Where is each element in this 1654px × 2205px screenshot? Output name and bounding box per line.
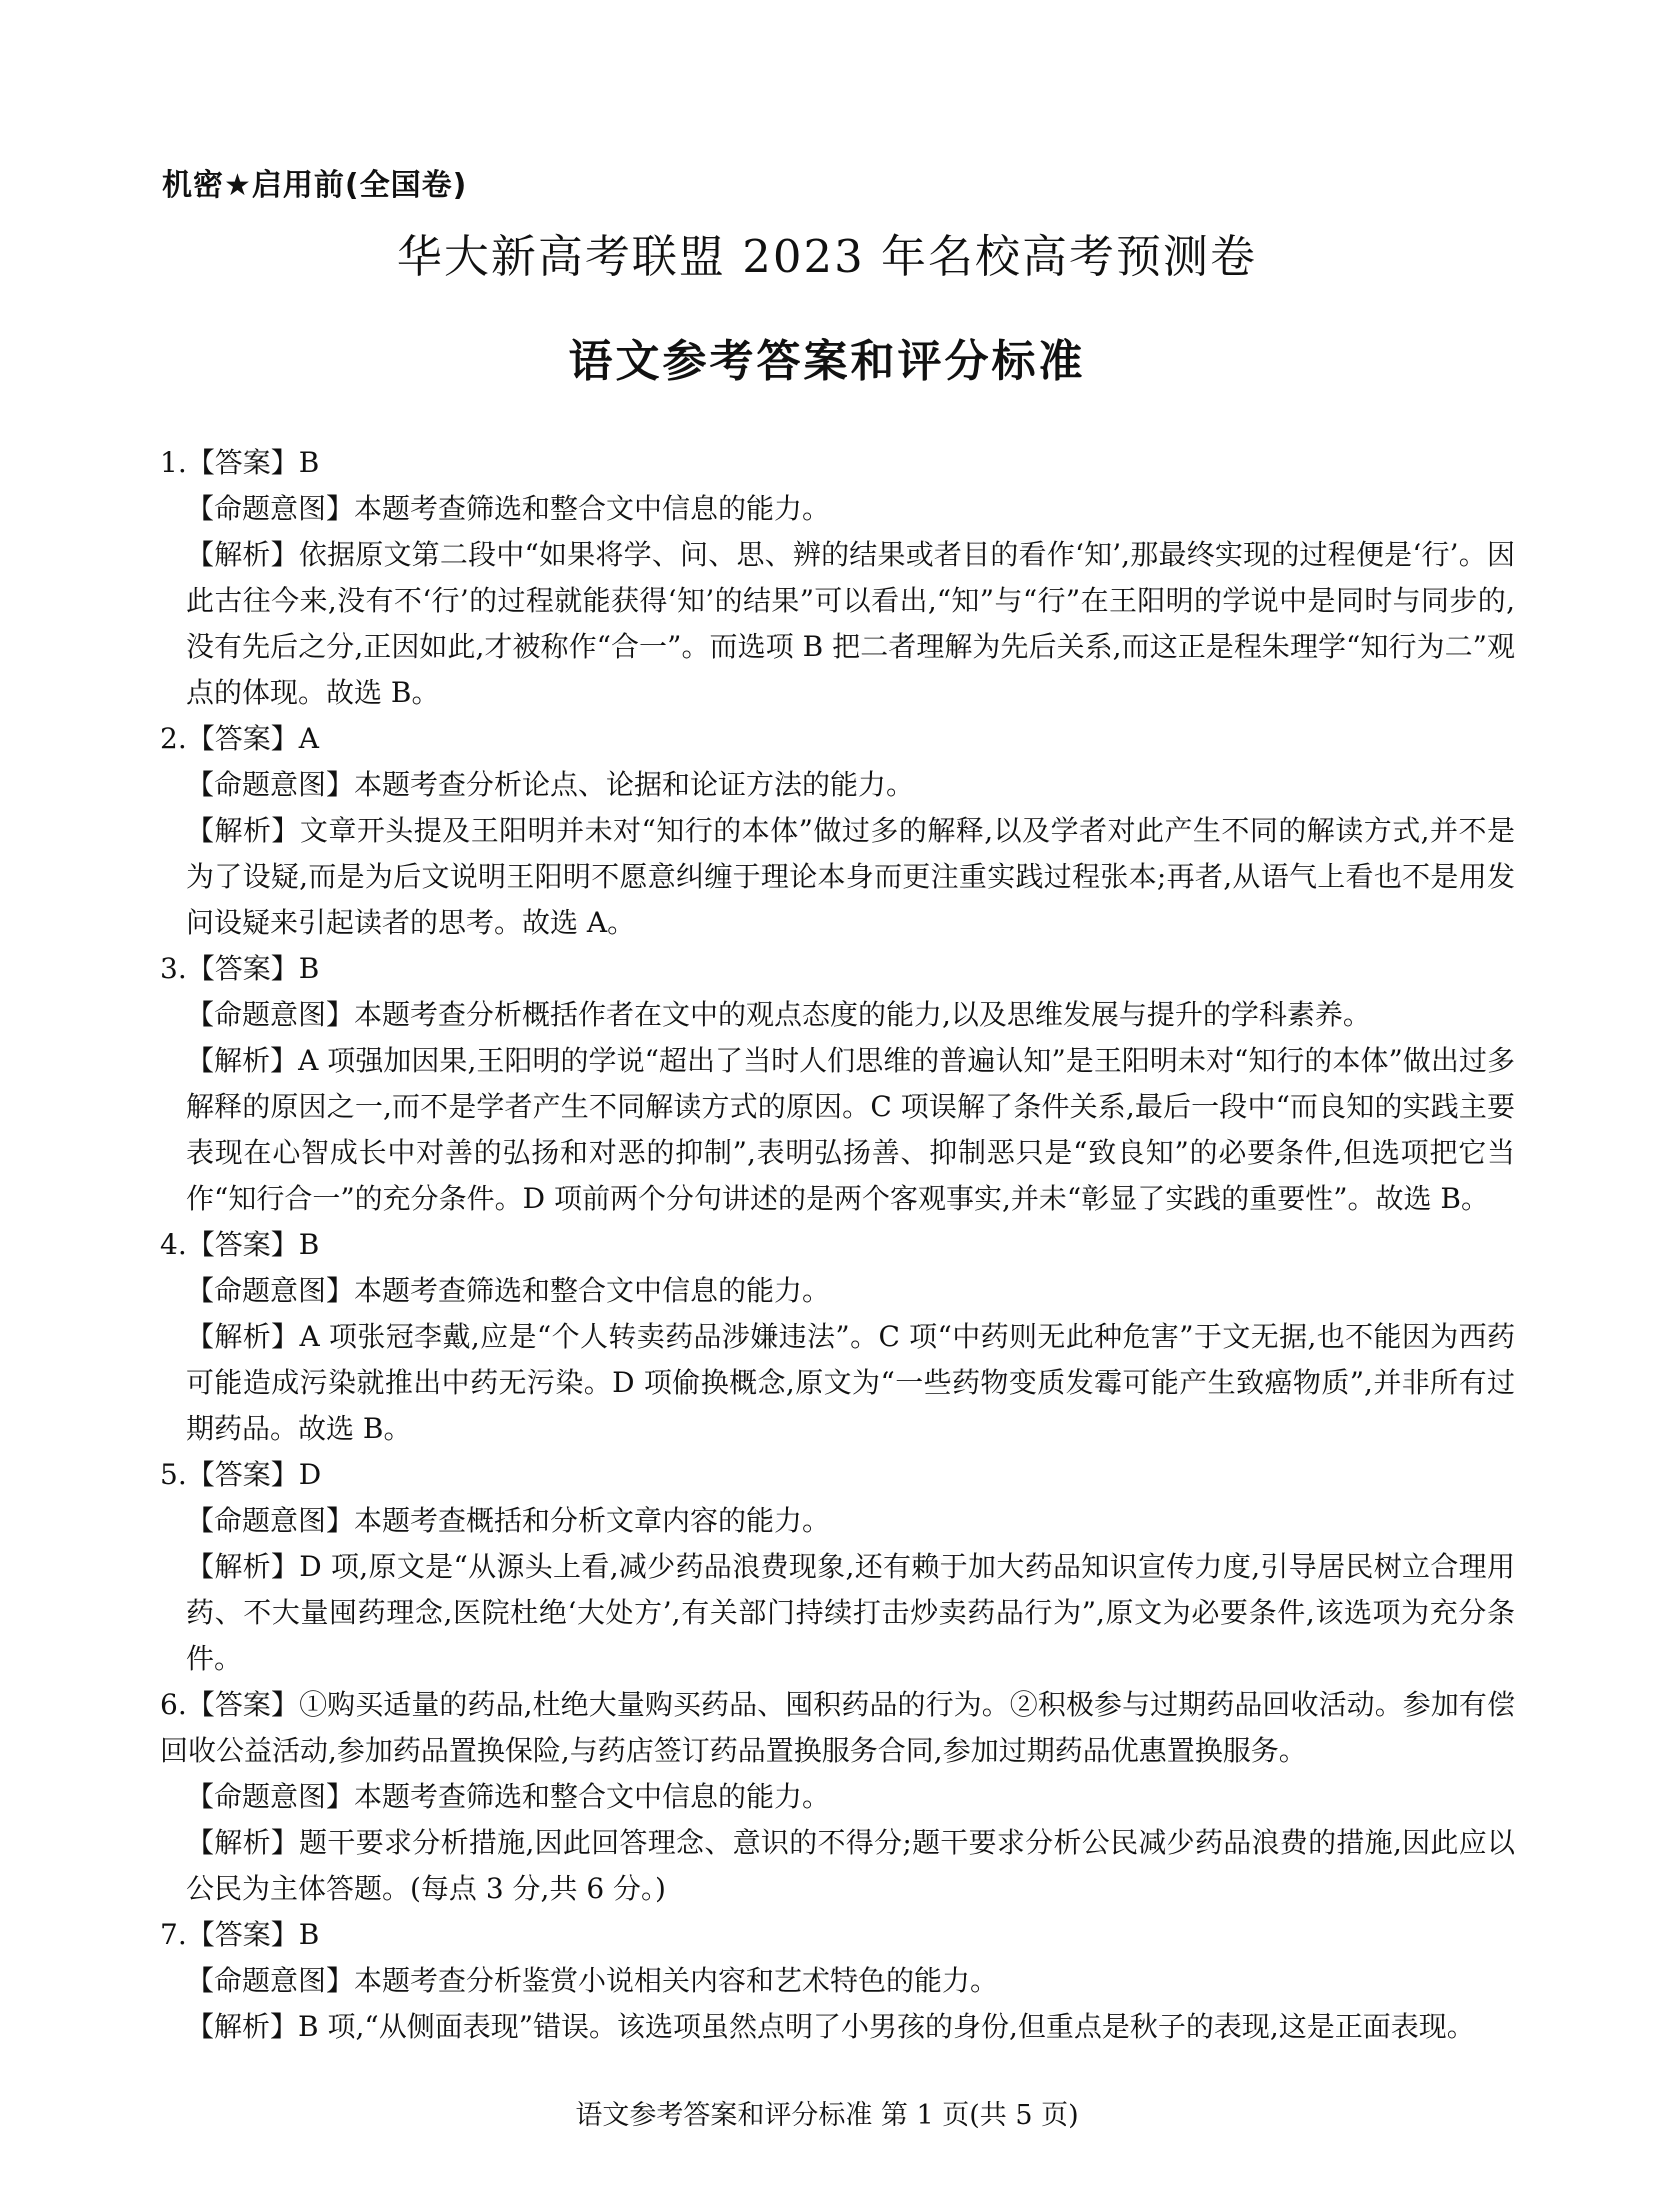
intent-text: 【命题意图】本题考查筛选和整合文中信息的能力。 <box>186 492 831 525</box>
question-number: 7. <box>160 1918 187 1951</box>
analysis-text: 【解析】题干要求分析措施,因此回答理念、意识的不得分;题干要求分析公民减少药品浪费的措施,因此应以公民为主体答题。(每点 3 分,共 6 分。) <box>186 1826 1515 1905</box>
question-number: 4. <box>160 1228 187 1261</box>
question-item-4 <box>160 1222 1515 1452</box>
answer-text: 【答案】B <box>186 1228 320 1261</box>
page-title: 华大新高考联盟 2023 年名校高考预测卷 <box>396 230 1258 283</box>
question-number: 5. <box>160 1458 187 1491</box>
answer-text: 【答案】B <box>186 952 320 985</box>
analysis-text: 【解析】文章开头提及王阳明并未对“知行的本体”做过多的解释,以及学者对此产生不同的解读方式,并不是为了设疑,而是为后文说明王阳明不愿意纠缠于理论本身而更注重实践过程张本;再者,从语气上看也不是用发问设疑来引起读者的思考。故选 A。 <box>186 814 1515 939</box>
intent-text: 【命题意图】本题考查概括和分析文章内容的能力。 <box>186 1504 831 1537</box>
analysis-text: 【解析】A 项张冠李戴,应是“个人转卖药品涉嫌违法”。C 项“中药则无此种危害”于文无据,也不能因为西药可能造成污染就推出中药无污染。D 项偷换概念,原文为“一些药物变质发霉可能产生致癌物质”,并非所有过期药品。故选 B。 <box>186 1320 1515 1445</box>
intent-text: 【命题意图】本题考查分析概括作者在文中的观点态度的能力,以及思维发展与提升的学科素养。 <box>186 998 1371 1031</box>
question-number: 6. <box>160 1688 187 1721</box>
question-number: 1. <box>160 446 187 479</box>
analysis-text: 【解析】依据原文第二段中“如果将学、问、思、辨的结果或者目的看作‘知’,那最终实现的过程便是‘行’。因此古往今来,没有不‘行’的过程就能获得‘知’的结果”可以看出,“知”与“行”在王阳明的学说中是同时与同步的,没有先后之分,正因如此,才被称作“合一”。而选项 B 把二者理解为先后关系,而这正是程朱理学“知行为二”观点的体现。故选 B。 <box>186 538 1515 709</box>
intent-text: 【命题意图】本题考查分析论点、论据和论证方法的能力。 <box>186 768 915 801</box>
answer-text: 【答案】①购买适量的药品,杜绝大量购买药品、囤积药品的行为。②积极参与过期药品回收活动。参加有偿回收公益活动,参加药品置换保险,与药店签订药品置换服务合同,参加过期药品优惠置换服务。 <box>160 1688 1515 1767</box>
answer-text: 【答案】D <box>186 1458 322 1491</box>
intent-text: 【命题意图】本题考查筛选和整合文中信息的能力。 <box>186 1780 831 1813</box>
analysis-text: 【解析】A 项强加因果,王阳明的学说“超出了当时人们思维的普遍认知”是王阳明未对“知行的本体”做出过多解释的原因之一,而不是学者产生不同解读方式的原因。C 项误解了条件关系,最后一段中“而良知的实践主要表现在心智成长中对善的弘扬和对恶的抑制”,表明弘扬善、抑制恶只是“致良知”的必要条件,但选项把它当作“知行合一”的充分条件。D 项前两个分句讲述的是两个客观事实,并未“彰显了实践的重要性”。故选 B。 <box>186 1044 1515 1215</box>
intent-text: 【命题意图】本题考查筛选和整合文中信息的能力。 <box>186 1274 831 1307</box>
analysis-text: 【解析】D 项,原文是“从源头上看,减少药品浪费现象,还有赖于加大药品知识宣传力度,引导居民树立合理用药、不大量囤药理念,医院杜绝‘大处方’,有关部门持续打击炒卖药品行为”,原文为必要条件,该选项为充分条件。 <box>186 1550 1515 1675</box>
question-item-2 <box>160 716 1515 946</box>
answer-text: 【答案】A <box>186 722 319 755</box>
analysis-text: 【解析】B 项,“从侧面表现”错误。该选项虽然点明了小男孩的身份,但重点是秋子的表现,这是正面表现。 <box>186 2010 1475 2043</box>
question-number: 3. <box>160 952 187 985</box>
page-subtitle: 语文参考答案和评分标准 <box>568 336 1086 387</box>
question-item-3 <box>160 946 1515 1222</box>
answer-list <box>160 440 1515 2050</box>
answer-text: 【答案】B <box>186 1918 320 1951</box>
question-item-1 <box>160 440 1515 716</box>
question-item-6 <box>160 1682 1515 1912</box>
intent-text: 【命题意图】本题考查分析鉴赏小说相关内容和艺术特色的能力。 <box>186 1964 999 1997</box>
question-item-7 <box>160 1912 1515 2050</box>
answer-text: 【答案】B <box>186 446 320 479</box>
question-item-5 <box>160 1452 1515 1682</box>
confidential-label: 机密★启用前(全国卷) <box>162 168 468 203</box>
question-number: 2. <box>160 722 187 755</box>
page-footer: 语文参考答案和评分标准 第 1 页(共 5 页) <box>575 2100 1079 2131</box>
